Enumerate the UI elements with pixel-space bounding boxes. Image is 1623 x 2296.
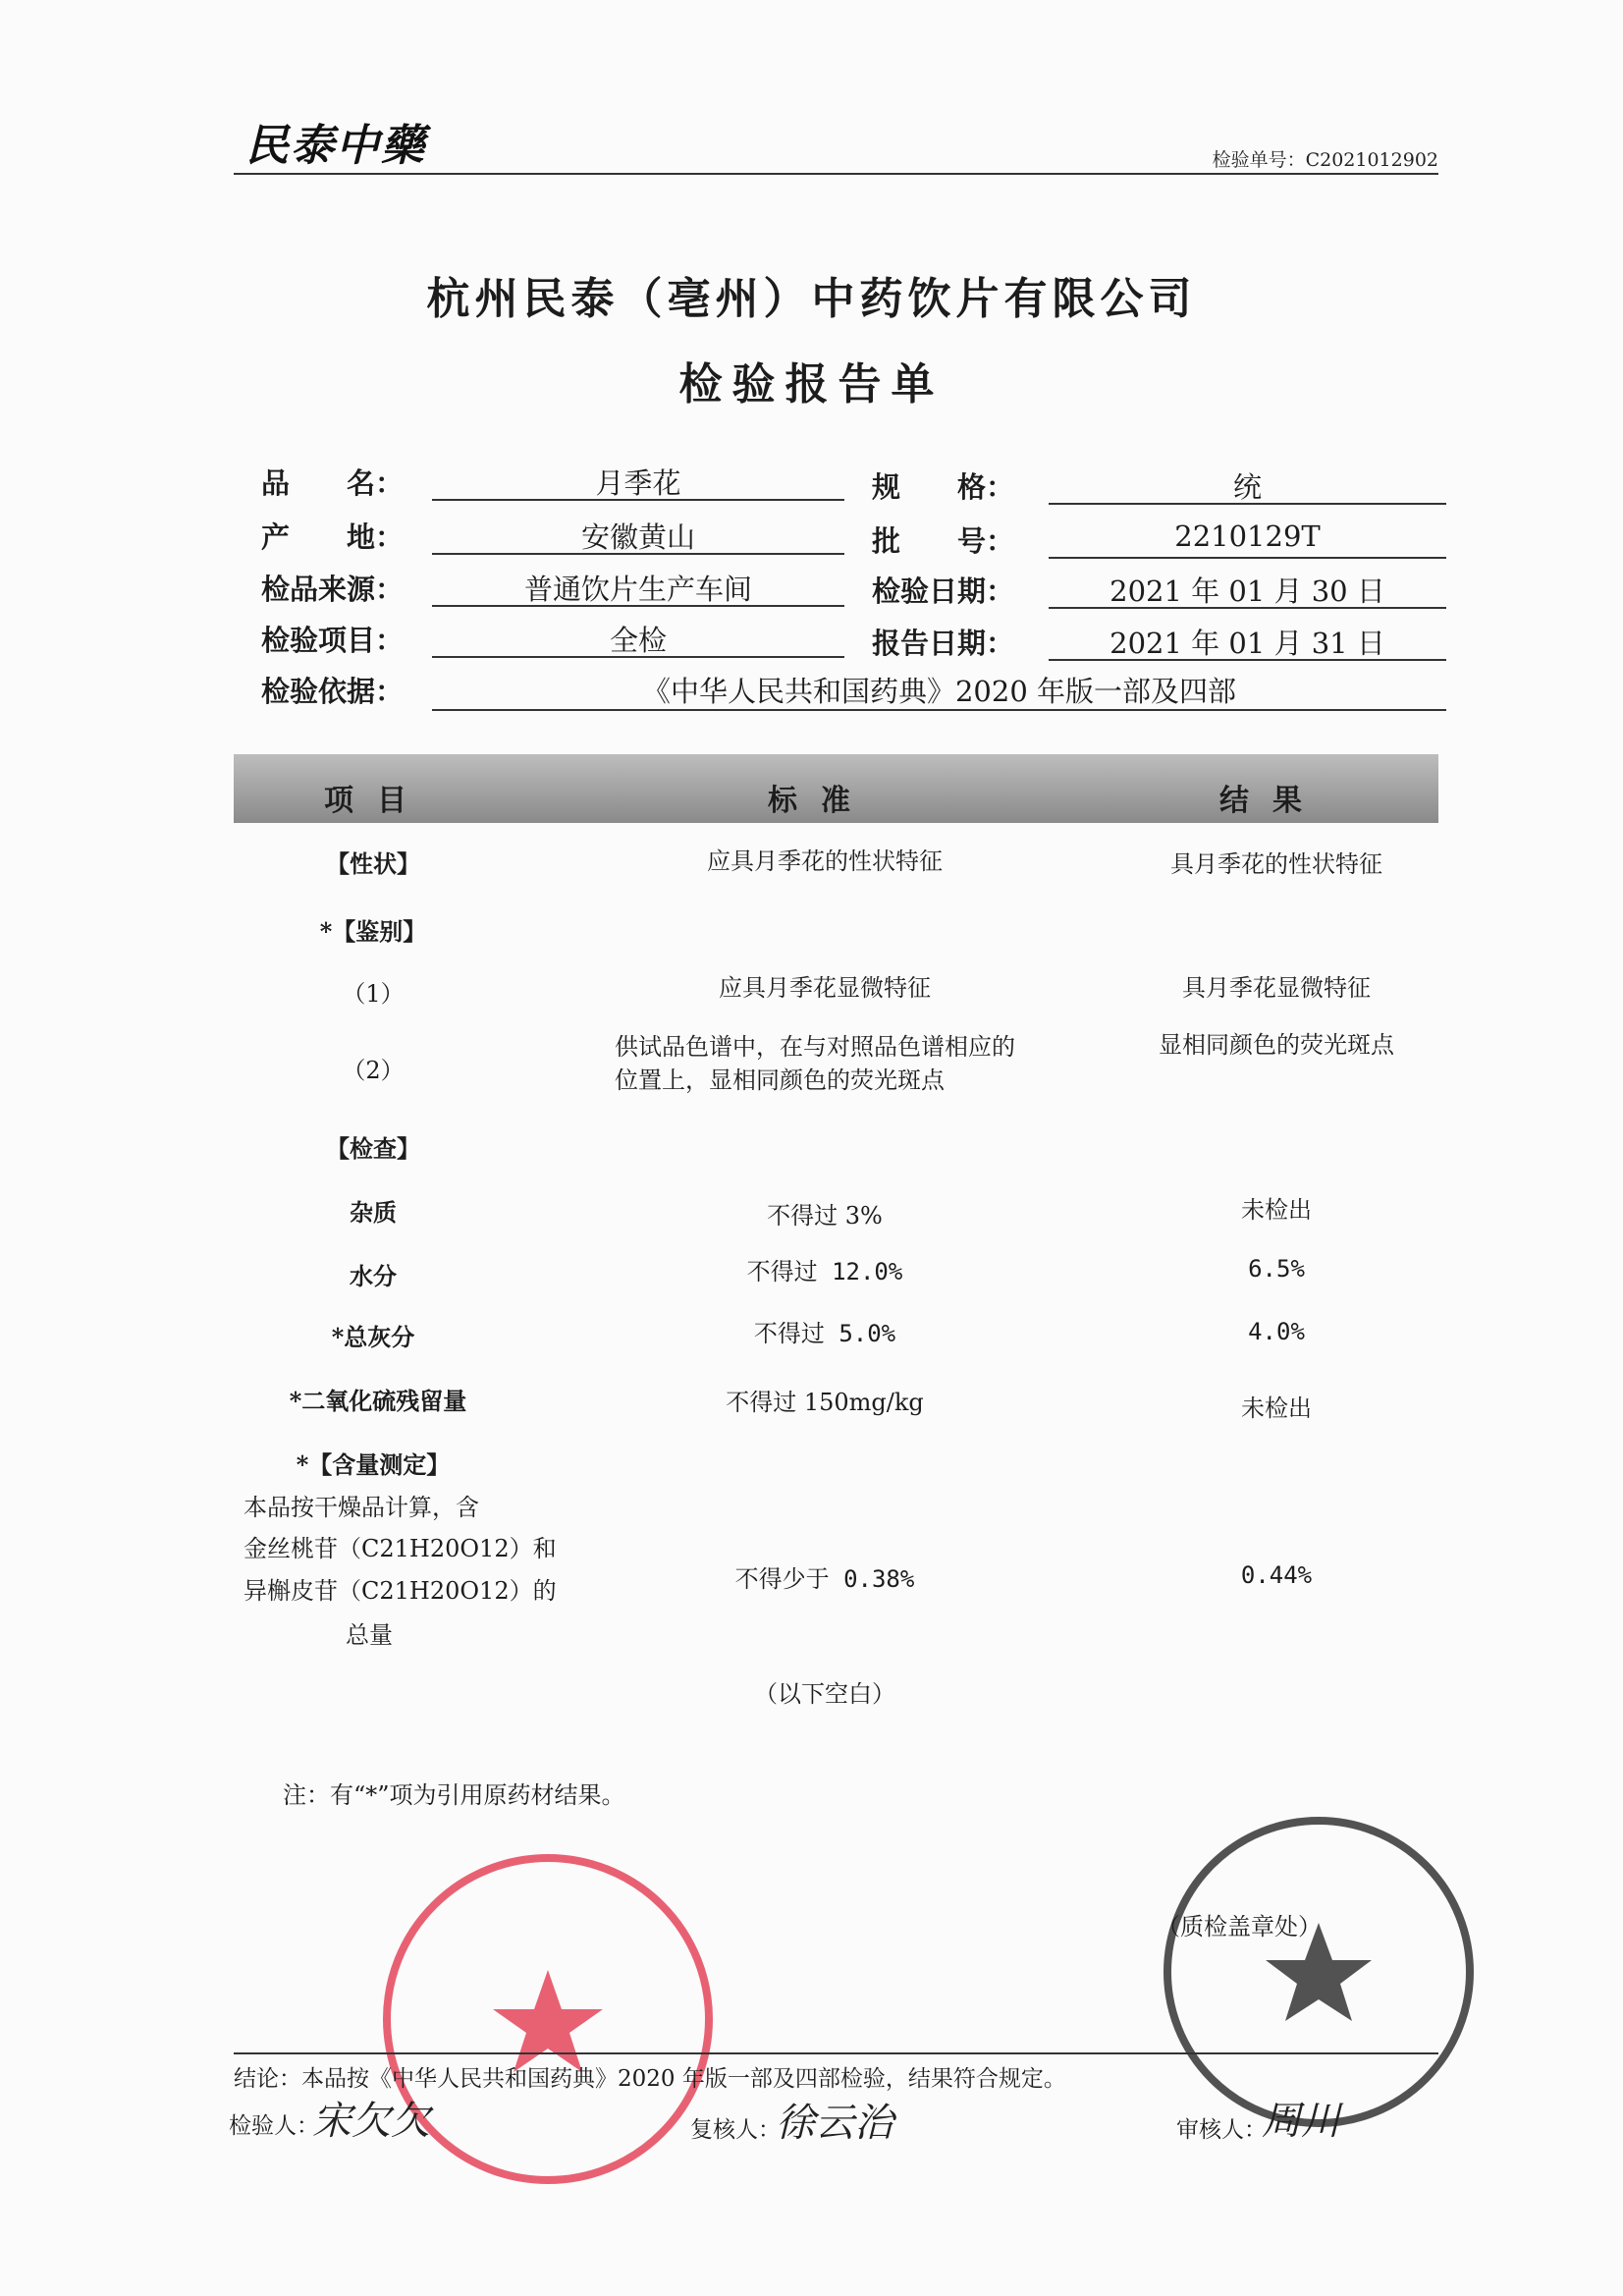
- approver-signature: 周川: [1262, 2099, 1340, 2144]
- reviewer-label: 复核人：: [690, 2117, 781, 2143]
- row-so2-standard: 不得过 150mg/kg: [726, 1389, 924, 1416]
- test-date-label: 检验日期：: [872, 574, 1015, 608]
- source-label: 检品来源：: [261, 573, 405, 606]
- star-icon: [391, 1862, 705, 2176]
- row-assay-desc-line1: 本品按干燥品计算，含: [243, 1494, 479, 1521]
- source-value: 普通饮片生产车间: [432, 568, 844, 607]
- conclusion: 结论：本品按《中华人民共和国药典》2020 年版一部及四部检验，结果符合规定。: [234, 2066, 1066, 2092]
- blank-below-note: （以下空白）: [754, 1680, 895, 1708]
- test-date-value: 2021 年 01 月 30 日: [1049, 570, 1446, 609]
- row-impurity-item: 杂质: [350, 1198, 397, 1227]
- report-date-value: 2021 年 01 月 31 日: [1049, 622, 1446, 661]
- row-moisture-result: 6.5%: [1248, 1255, 1305, 1283]
- basis-label: 检验依据：: [261, 675, 405, 708]
- row-moisture-standard: 不得过 12.0%: [746, 1258, 903, 1285]
- company-name: 杭州民泰（亳州）中药饮片有限公司: [426, 274, 1197, 324]
- row-id2-item: （2）: [342, 1057, 405, 1084]
- footnote: 注：有“*”项为引用原药材结果。: [283, 1781, 625, 1809]
- stamp-area-label: （质检盖章处）: [1157, 1913, 1322, 1941]
- row-assay-desc-line3: 异槲皮苷（C21H20O12）的: [243, 1577, 557, 1605]
- row-so2-item: *二氧化硫残留量: [289, 1387, 467, 1415]
- inspector-signature: 宋欠欠: [312, 2099, 430, 2144]
- row-id1-result: 具月季花显微特征: [1182, 974, 1371, 1002]
- row-impurity-standard: 不得过 3%: [767, 1202, 883, 1230]
- row-ash-standard: 不得过 5.0%: [753, 1320, 896, 1347]
- document-number: 检验单号：C2021012902: [1212, 149, 1438, 171]
- row-assay-desc-line4: 总量: [346, 1621, 393, 1649]
- row-appearance-standard: 应具月季花的性状特征: [707, 847, 943, 875]
- batch-label: 批 号：: [872, 524, 1015, 558]
- red-company-seal: [383, 1854, 713, 2184]
- batch-value: 2210129T: [1049, 519, 1446, 559]
- header-result: 结果: [1219, 784, 1325, 818]
- item-label: 检验项目：: [261, 624, 405, 657]
- row-assay-item: *【含量测定】: [296, 1450, 451, 1479]
- row-id1-standard: 应具月季花显微特征: [719, 974, 931, 1002]
- inspector-label: 检验人：: [229, 2113, 319, 2139]
- row-identification-item: *【鉴别】: [319, 917, 427, 946]
- row-ash-result: 4.0%: [1248, 1318, 1305, 1345]
- spec-label: 规 格：: [872, 470, 1015, 504]
- row-assay-desc-line2: 金丝桃苷（C21H20O12）和: [243, 1535, 557, 1562]
- row-id2-standard-line2: 位置上，显相同颜色的荧光斑点: [615, 1066, 945, 1094]
- row-moisture-item: 水分: [350, 1262, 397, 1290]
- black-inspection-seal: [1163, 1817, 1474, 2127]
- approver-label: 审核人：: [1176, 2117, 1267, 2143]
- row-assay-standard: 不得少于 0.38%: [734, 1565, 915, 1593]
- item-value: 全检: [432, 619, 844, 658]
- star-icon: [1171, 1825, 1466, 2119]
- basis-value: 《中华人民共和国药典》2020 年版一部及四部: [432, 670, 1446, 711]
- reviewer-signature: 徐云治: [776, 2101, 893, 2146]
- origin-value: 安徽黄山: [432, 516, 844, 555]
- row-assay-result: 0.44%: [1240, 1561, 1313, 1589]
- row-ash-item: *总灰分: [331, 1323, 415, 1351]
- name-label: 品 名：: [261, 466, 405, 500]
- header-item: 项目: [324, 784, 430, 818]
- row-id2-result: 显相同颜色的荧光斑点: [1159, 1031, 1394, 1059]
- row-inspection-item: 【检查】: [326, 1134, 420, 1163]
- row-id2-standard-line1: 供试品色谱中，在与对照品色谱相应的: [615, 1033, 1015, 1061]
- document-title: 检验报告单: [678, 359, 945, 410]
- header-standard: 标准: [768, 784, 874, 818]
- row-impurity-result: 未检出: [1241, 1196, 1312, 1224]
- row-so2-result: 未检出: [1241, 1394, 1312, 1422]
- report-date-label: 报告日期：: [872, 627, 1015, 660]
- company-logo: 民泰中藥: [245, 121, 426, 171]
- name-value: 月季花: [432, 462, 844, 501]
- row-appearance-result: 具月季花的性状特征: [1170, 850, 1382, 878]
- header-divider: [234, 173, 1438, 175]
- spec-value: 统: [1049, 465, 1446, 505]
- row-appearance-item: 【性状】: [326, 849, 420, 878]
- footer-divider: [234, 2052, 1438, 2054]
- row-id1-item: （1）: [342, 980, 405, 1008]
- origin-label: 产 地：: [261, 520, 405, 554]
